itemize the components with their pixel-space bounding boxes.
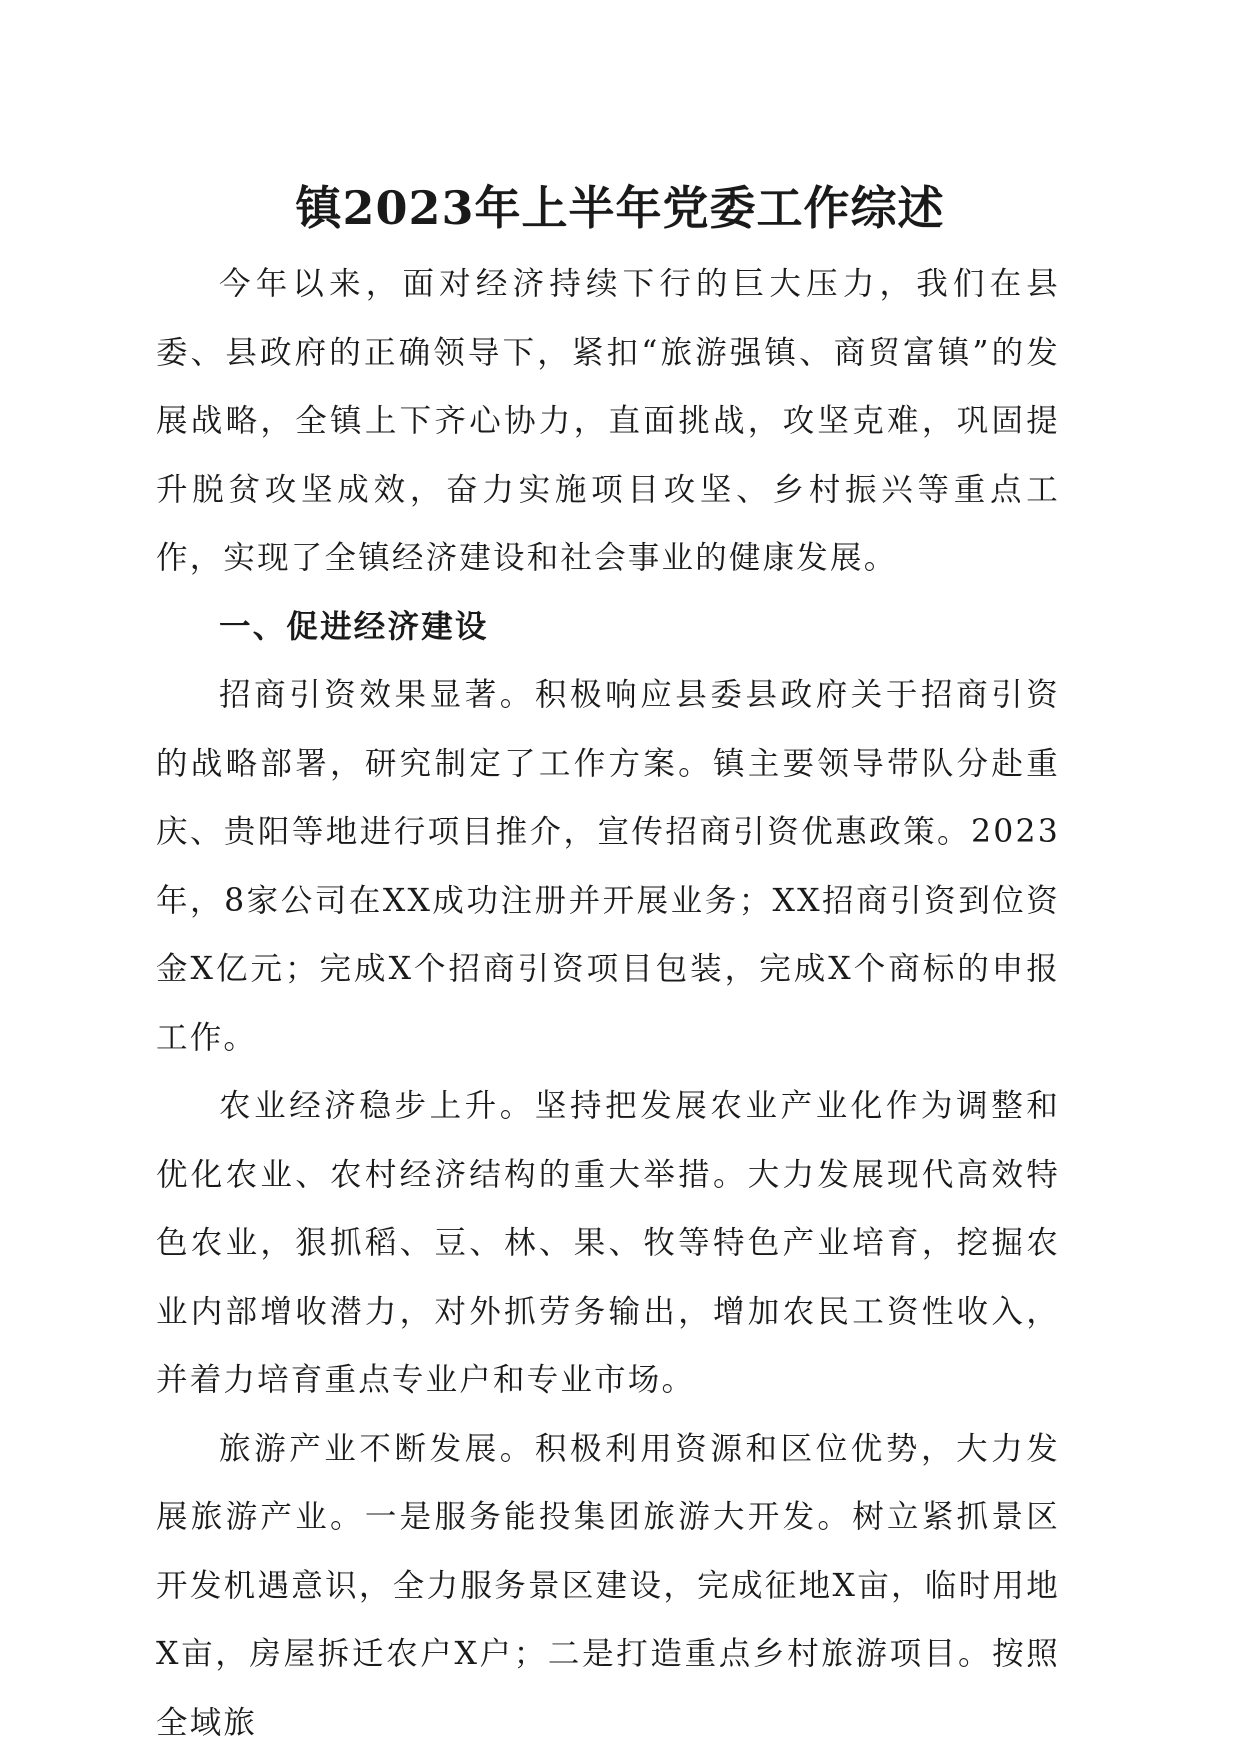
document-title: 镇2023年上半年党委工作综述 [0,178,1240,238]
intro-paragraph: 今年以来，面对经济持续下行的巨大压力，我们在县委、县政府的正确领导下，紧扣“旅游强镇、商贸富镇”的发展战略，全镇上下齐心协力，直面挑战，攻坚克难，巩固提升脱贫攻坚成效，奋力实施项目攻坚、乡村振兴等重点工作，实现了全镇经济建设和社会事业的健康发展。 [156,250,1060,593]
paragraph-agriculture: 农业经济稳步上升。坚持把发展农业产业化作为调整和优化农业、农村经济结构的重大举措。大力发展现代高效特色农业，狠抓稻、豆、林、果、牧等特色产业培育，挖掘农业内部增收潜力，对外抓劳务输出，增加农民工资性收入，并着力培育重点专业户和专业市场。 [156,1072,1060,1415]
paragraph-investment: 招商引资效果显著。积极响应县委县政府关于招商引资的战略部署，研究制定了工作方案。镇主要领导带队分赴重庆、贵阳等地进行项目推介，宣传招商引资优惠政策。2023年，8家公司在XX成功注册并开展业务；XX招商引资到位资金X亿元；完成X个招商引资项目包装，完成X个商标的申报工作。 [156,661,1060,1072]
section-heading: 一、促进经济建设 [156,593,1060,662]
document-body [156,250,1060,1757]
paragraph-tourism: 旅游产业不断发展。积极利用资源和区位优势，大力发展旅游产业。一是服务能投集团旅游大开发。树立紧抓景区开发机遇意识，全力服务景区建设，完成征地X亩，临时用地X亩，房屋拆迁农户X户；二是打造重点乡村旅游项目。按照全域旅 [156,1415,1060,1757]
